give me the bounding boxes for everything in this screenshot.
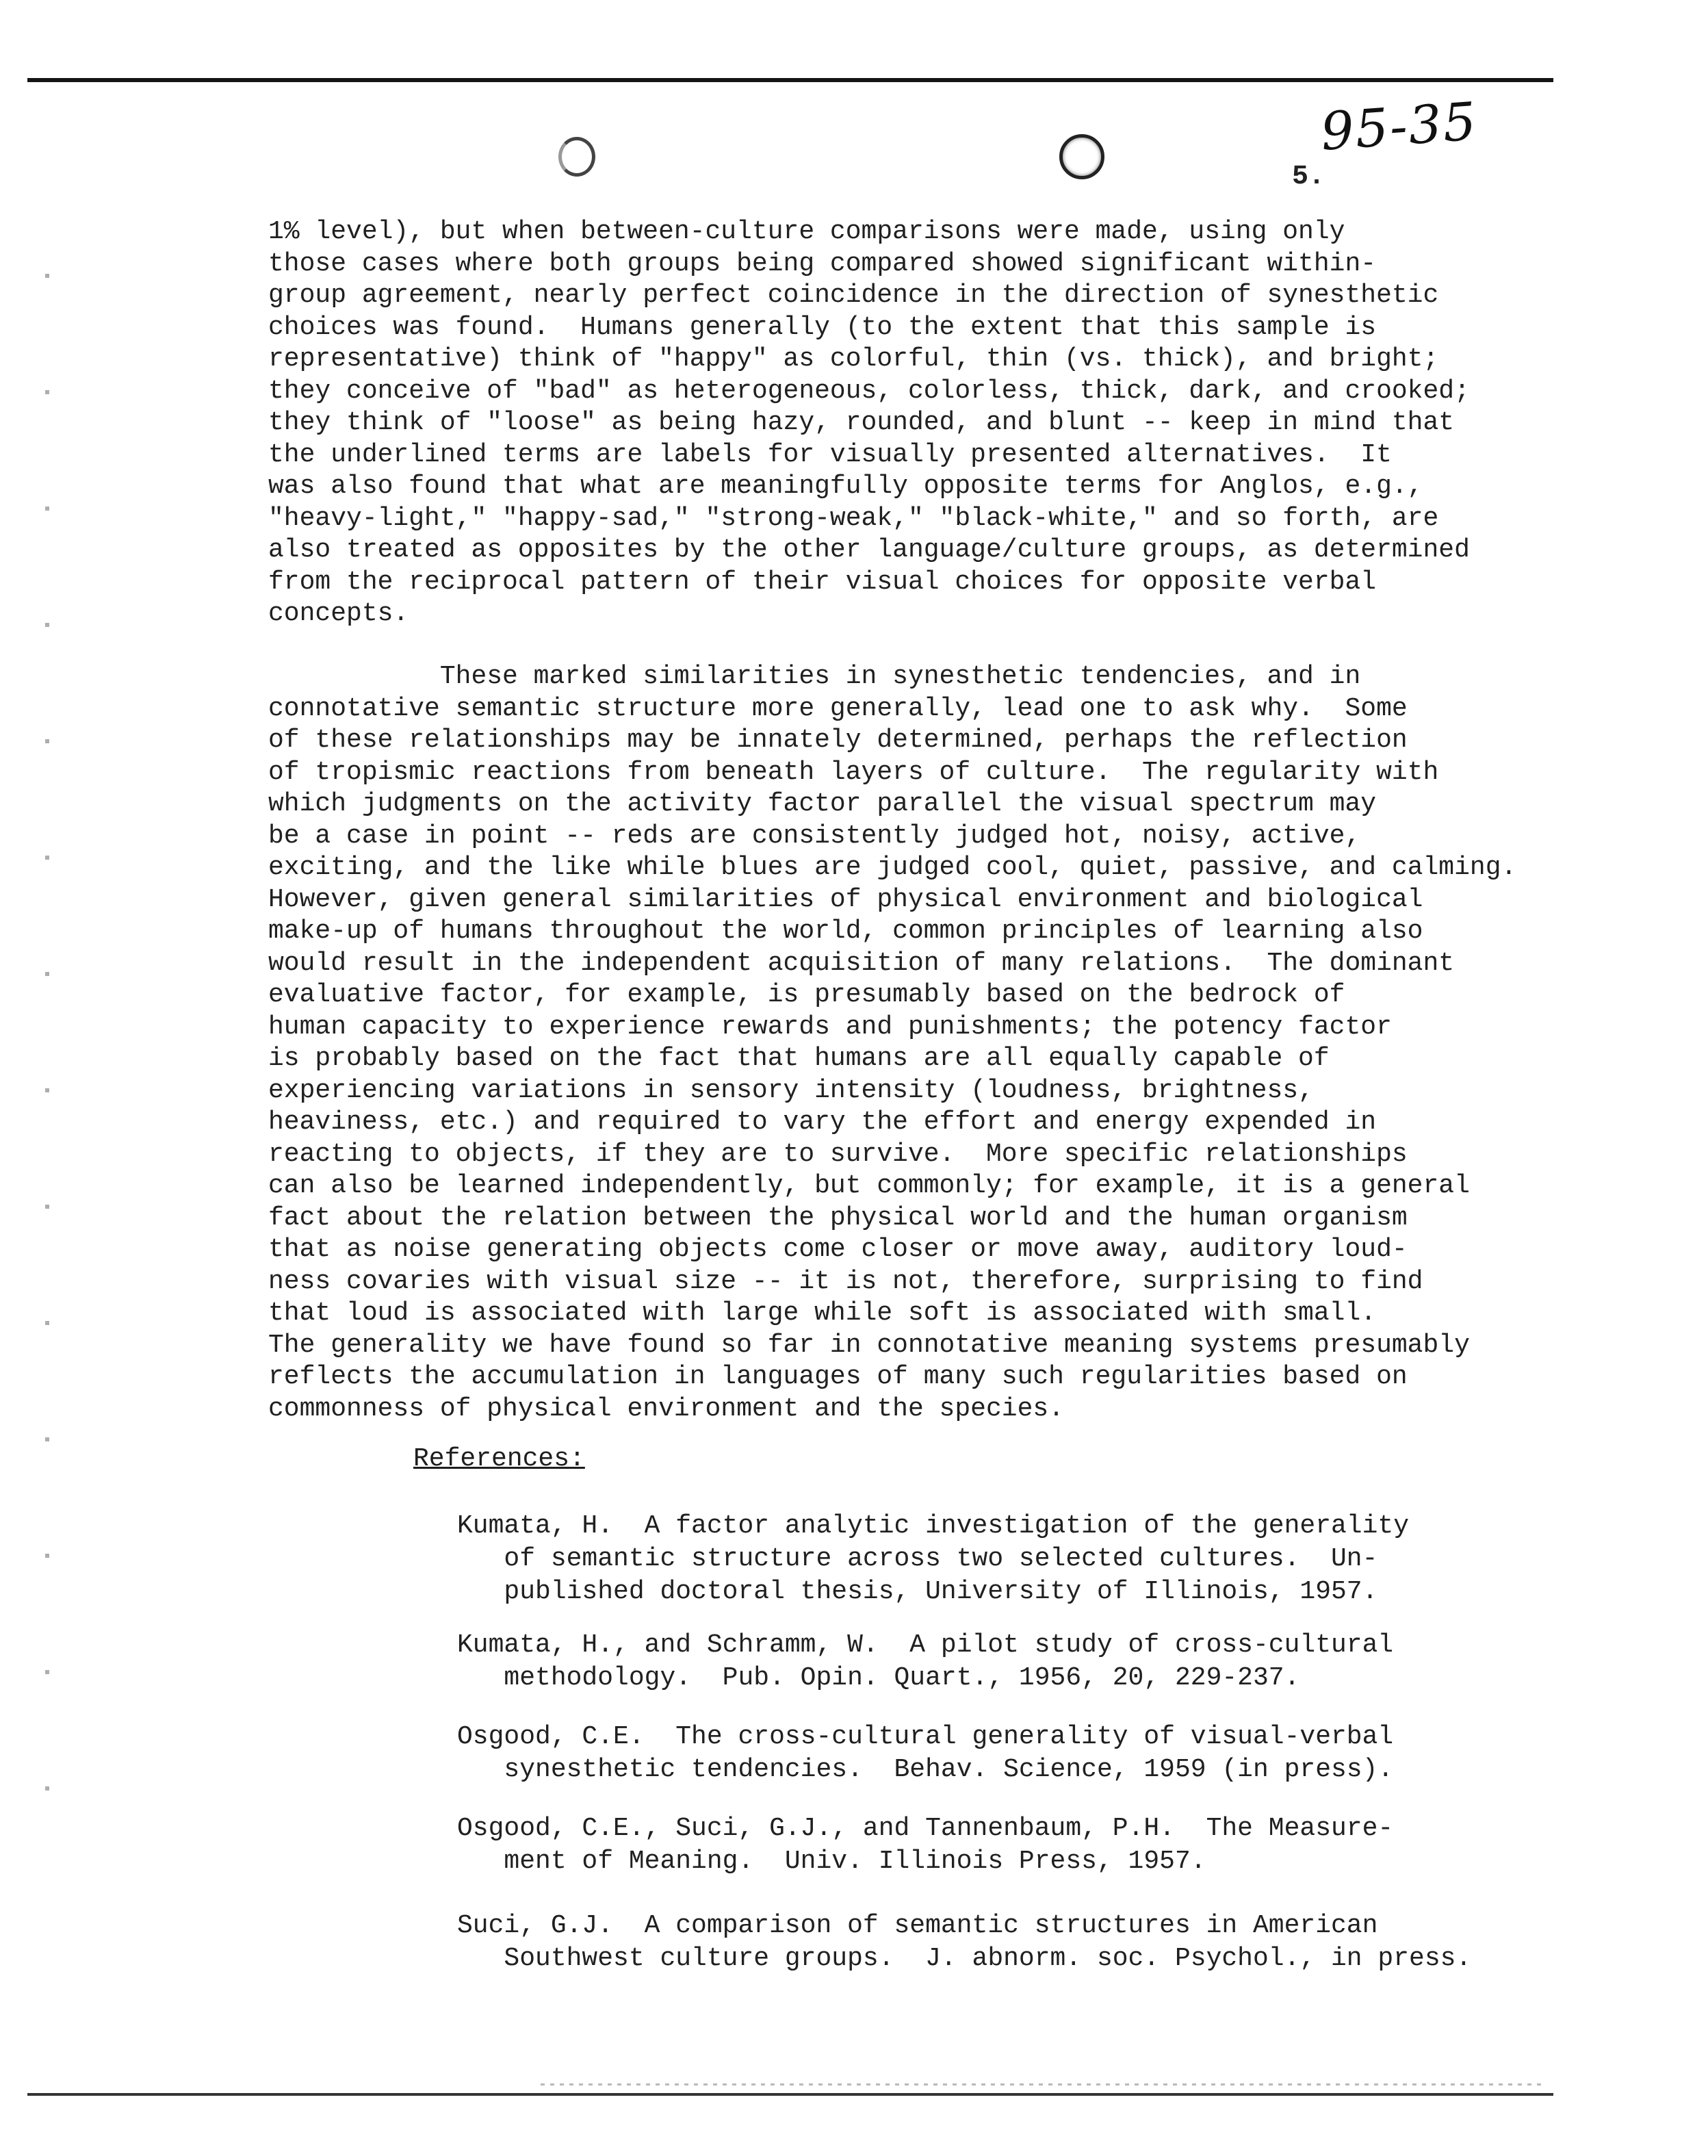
reference-item: Suci, G.J. A comparison of semantic structures in American Southwest culture groups. J. abnorm. soc. Psychol., in press. — [457, 1911, 1472, 1973]
page-number: 5. — [1292, 162, 1325, 192]
punch-hole-left — [558, 137, 595, 177]
references-heading: References: — [413, 1444, 585, 1474]
margin-scan-marks — [45, 219, 49, 1862]
reference-item: Osgood, C.E., Suci, G.J., and Tannenbaum, P.H. The Measure- ment of Meaning. Univ. Illinois Press, 1957. — [457, 1814, 1394, 1876]
bottom-scan-border — [27, 2093, 1553, 2096]
top-scan-border — [27, 78, 1553, 82]
body-paragraph-1: 1% level), but when between-culture comparisons were made, using only those cases where both groups being compared showed significant within- group agreement, nearly perfect coincidence in the direction of synesthetic choices was found. Humans generally (to the extent that this sample is representative) think of "happy" as colorful, thin (vs. thick), and bright; they conceive of "bad" as heterogeneous, colorless, thick, dark, and crooked; they think of "loose" as being hazy, rounded, and blunt -- keep in mind that the underlined terms are labels for visually presented alternatives. It was also found that what are meaningfully opposite terms for Anglos, e.g., "heavy-light," "happy-sad," "strong-weak," "black-white," and so forth, are also treated as opposites by the other language/culture groups, as determined from the reciprocal pattern of their visual choices for opposite verbal concepts. — [268, 217, 1470, 628]
reference-item: Kumata, H., and Schramm, W. A pilot study of cross-cultural methodology. Pub. Opin. Quart., 1956, 20, 229-237. — [457, 1630, 1394, 1693]
reference-item: Kumata, H. A factor analytic investigation of the generality of semantic structure across two selected cultures. Un- published doctoral thesis, University of Illinois, 1957. — [457, 1511, 1410, 1606]
body-paragraph-2: These marked similarities in synesthetic tendencies, and in connotative semantic structure more generally, lead one to ask why. Some of these relationships may be innately determined, perhaps the reflection of tropismic reactions from beneath layers of culture. The regularity with which judgments on the activity factor parallel the visual spectrum may be a case in point -- reds are consistently judged hot, noisy, active, exciting, and the like while blues are judged cool, quiet, passive, and calming. However, given general similarities of physical environment and biological make-up of humans throughout the world, common principles of learning also would result in the independent acquisition of many relations. The dominant evaluative factor, for example, is presumably based on the bedrock of human capacity to experience rewards and punishments; the potency factor is probably based on the fact that humans are all equally capable of experiencing variations in sensory intensity (loudness, brightness, heaviness, etc.) and required to vary the effort and energy expended in reacting to objects, if they are to survive. More specific relationships can also be learned independently, but commonly; for example, it is a general fact about the relation between the physical world and the human organism that as noise generating objects come closer or move away, auditory loud- ness covaries with visual size -- it is not, therefore, surprising to find that loud is associated with large while soft is associated with small. The generality we have found so far in connotative meaning systems presumably reflects the accumulation in languages of many such regularities based on commonness of physical environment and the species. — [268, 662, 1517, 1424]
handwritten-file-number: 95-35 — [1319, 90, 1479, 162]
bottom-scan-specks — [541, 2083, 1547, 2086]
punch-hole-right — [1059, 134, 1104, 179]
reference-item: Osgood, C.E. The cross-cultural generality of visual-verbal synesthetic tendencies. Behav. Science, 1959 (in press). — [457, 1722, 1394, 1784]
